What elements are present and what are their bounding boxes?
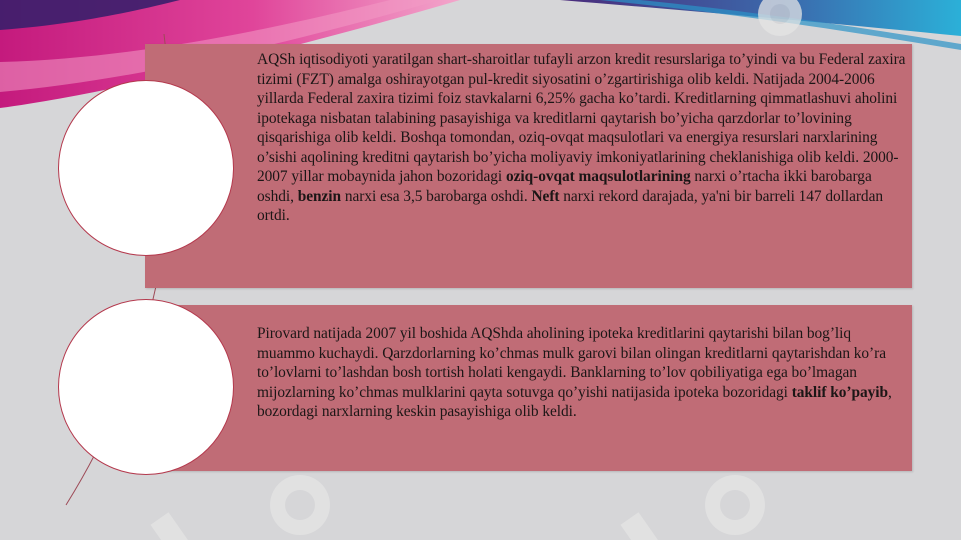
text-segment: AQSh iqtisodiyoti yaratilgan shart-sharoitlar tufayli arzon kredit resurslariga to’yindi va bu Federal zaxira tizimi (FZT) amalga oshirayotgan pul-kredit siyosatini o’zgartirishiga olib keldi. Natijada 2004-2006 yillarda Federal zaxira tizimi foiz stavkalarni 6,25% gacha ko’tardi. Kreditlarning qimmatlashuvi aholini ipotekaga nisbatan talabining pasayishiga va kreditlarni qaytarish bo’yicha qarzdorlar to’lovining qisqarishiga olib keldi. Boshqa tomondan, oziq-ovqat maqsulotlari va energiya resurslari narxlarining o’sishi aqolining kreditni qaytarish bo’yicha moliyaviy imkoniyatlarining cheklanishiga olib keldi. 2000-2007 yillar mobaynida jahon bozoridagi (257, 51, 906, 185)
text-segment: narxi rekord darajada, ya'ni bir barreli 147 dollardan ortdi. (257, 187, 884, 224)
text-segment: narxi esa 3,5 barobarga oshdi. (341, 187, 532, 205)
paragraph-2 (257, 324, 906, 422)
circle-placeholder-2 (58, 299, 234, 475)
text-panel-2 (145, 305, 912, 471)
text-panel-1 (145, 44, 912, 288)
text-segment: , bozordagi narxlarning keskin pasayishiga olib keldi. (257, 383, 892, 420)
bold-text-segment: benzin (297, 187, 342, 205)
paragraph-1 (257, 50, 906, 226)
bold-text-segment: Neft (531, 187, 560, 205)
text-segment: Pirovard natijada 2007 yil boshida AQShda aholining ipoteka kreditlarini qaytarishi bilan bog’liq muammo kuchaydi. Qarzdorlarning ko’chmas mulk garovi bilan olingan kreditlarni qaytarishdan ko’ra to’lovlarni to’lashdan bosh tortish holati kengaydi. Banklarning to’lov qobiliyatiga ega bo’lmagan mijozlarning ko’chmas mulklarini qayta sotuvga qo’yishi natijasida ipoteka bozoridagi (257, 325, 886, 401)
bold-text-segment: taklif ko’payib (791, 383, 889, 401)
bold-text-segment: oziq-ovqat maqsulotlarining (505, 168, 691, 185)
text-segment: narxi o’rtacha ikki barobarga oshdi, (257, 168, 872, 205)
circle-placeholder-1 (58, 80, 234, 256)
